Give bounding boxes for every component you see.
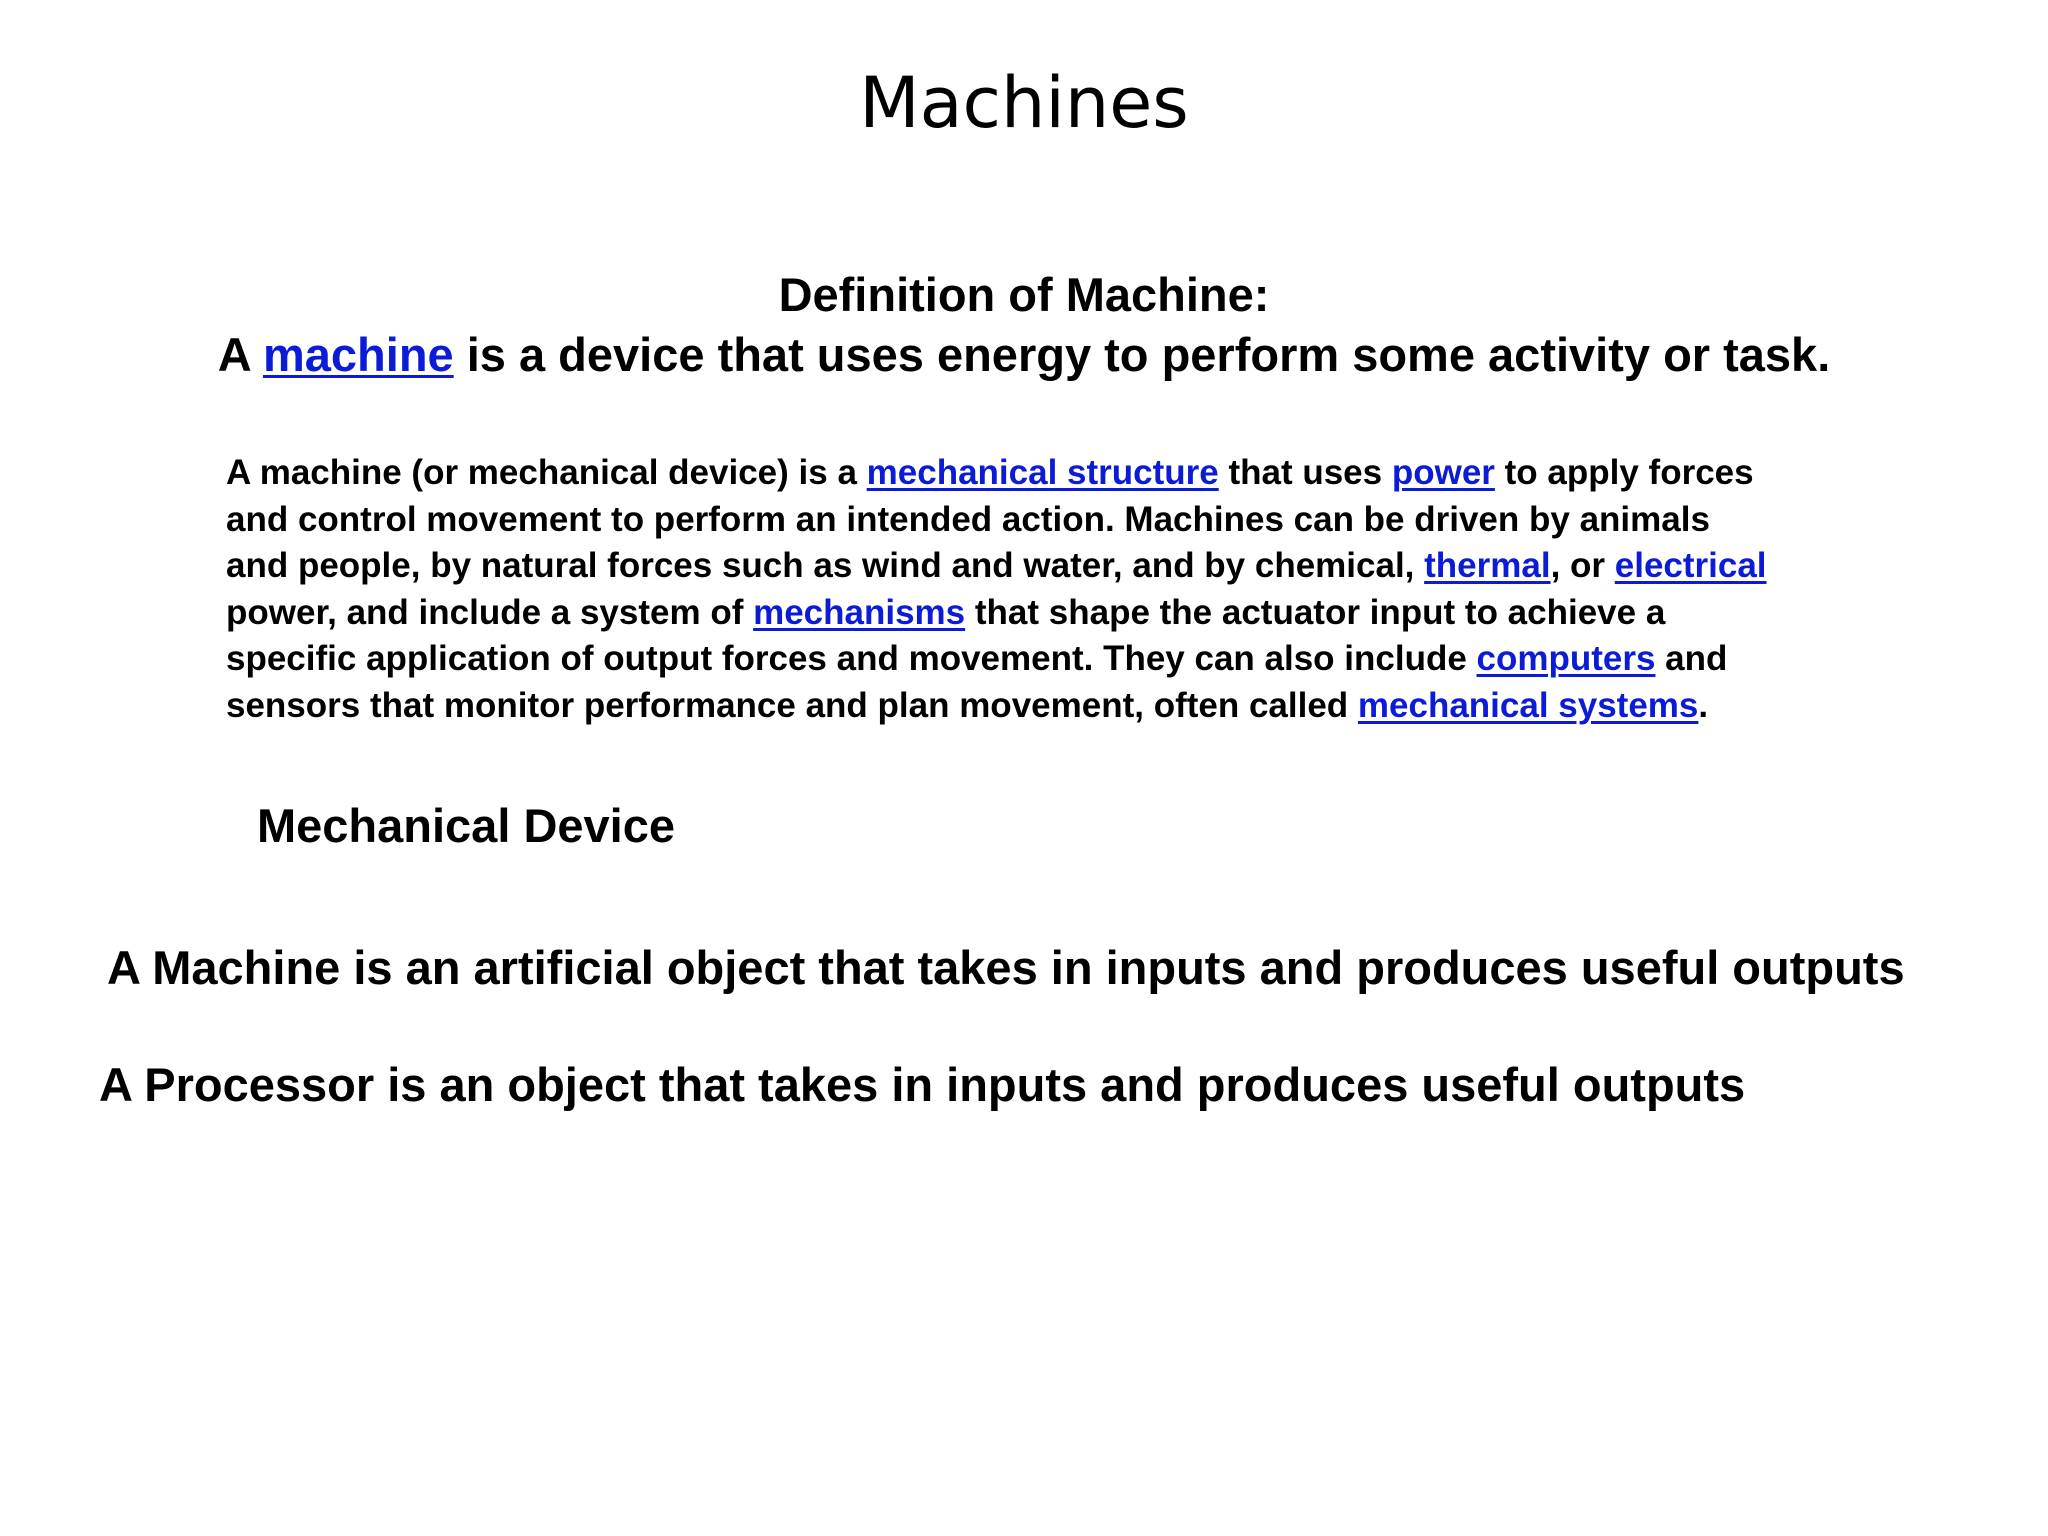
mechanisms-link[interactable]: mechanisms — [753, 592, 966, 632]
machine-link[interactable]: machine — [262, 328, 454, 381]
thermal-link[interactable]: thermal — [1424, 546, 1551, 585]
machine-statement: A Machine is an artificial object that takes in inputs and produces useful outputs — [107, 941, 1905, 994]
mechanical-systems-link[interactable]: mechanical systems — [1357, 685, 1699, 725]
paragraph-line-5 — [226, 636, 1866, 683]
mechanical-structure-link[interactable]: mechanical structure — [866, 453, 1219, 492]
definition-block — [0, 265, 2048, 385]
slide-title: Machines — [859, 62, 1189, 144]
definition-post: is a device that uses energy to perform some activity or task. — [453, 328, 1831, 381]
processor-statement: A Processor is an object that takes in inputs and produces useful outputs — [99, 1058, 1746, 1111]
paragraph-line-2: and control movement to perform an intended action. Machines can be driven by animals — [226, 499, 1710, 539]
paragraph-line-6 — [226, 683, 1866, 730]
paragraph-text: . — [1698, 685, 1709, 725]
paragraph-text: and people, by natural forces such as wind and water, and by chemical, — [226, 546, 1425, 585]
computers-link[interactable]: computers — [1476, 639, 1656, 678]
mechanical-device-heading: Mechanical Device — [257, 799, 675, 852]
paragraph-text: power, and include a system of — [226, 592, 754, 632]
paragraph-text: and — [1655, 639, 1728, 678]
paragraph-line-4 — [226, 590, 1866, 637]
definition-pre: A — [217, 328, 263, 381]
paragraph-text: A machine (or mechanical device) is a — [226, 453, 867, 492]
definition-heading: Definition of Machine: — [778, 268, 1270, 321]
electrical-link[interactable]: electrical — [1614, 546, 1767, 585]
power-link[interactable]: power — [1391, 453, 1495, 492]
definition-sentence — [0, 325, 2048, 385]
machine-description-paragraph — [226, 450, 1866, 729]
paragraph-line-1 — [226, 450, 1866, 497]
paragraph-text: that uses — [1218, 453, 1392, 492]
paragraph-text: specific application of output forces and movement. They can also include — [226, 639, 1477, 678]
paragraph-text: to apply forces — [1494, 453, 1754, 492]
paragraph-text: that shape the actuator input to achieve a — [965, 592, 1666, 632]
paragraph-line-3 — [226, 543, 1866, 590]
paragraph-text: , or — [1550, 546, 1615, 585]
paragraph-text: sensors that monitor performance and plan movement, often called — [226, 685, 1358, 725]
